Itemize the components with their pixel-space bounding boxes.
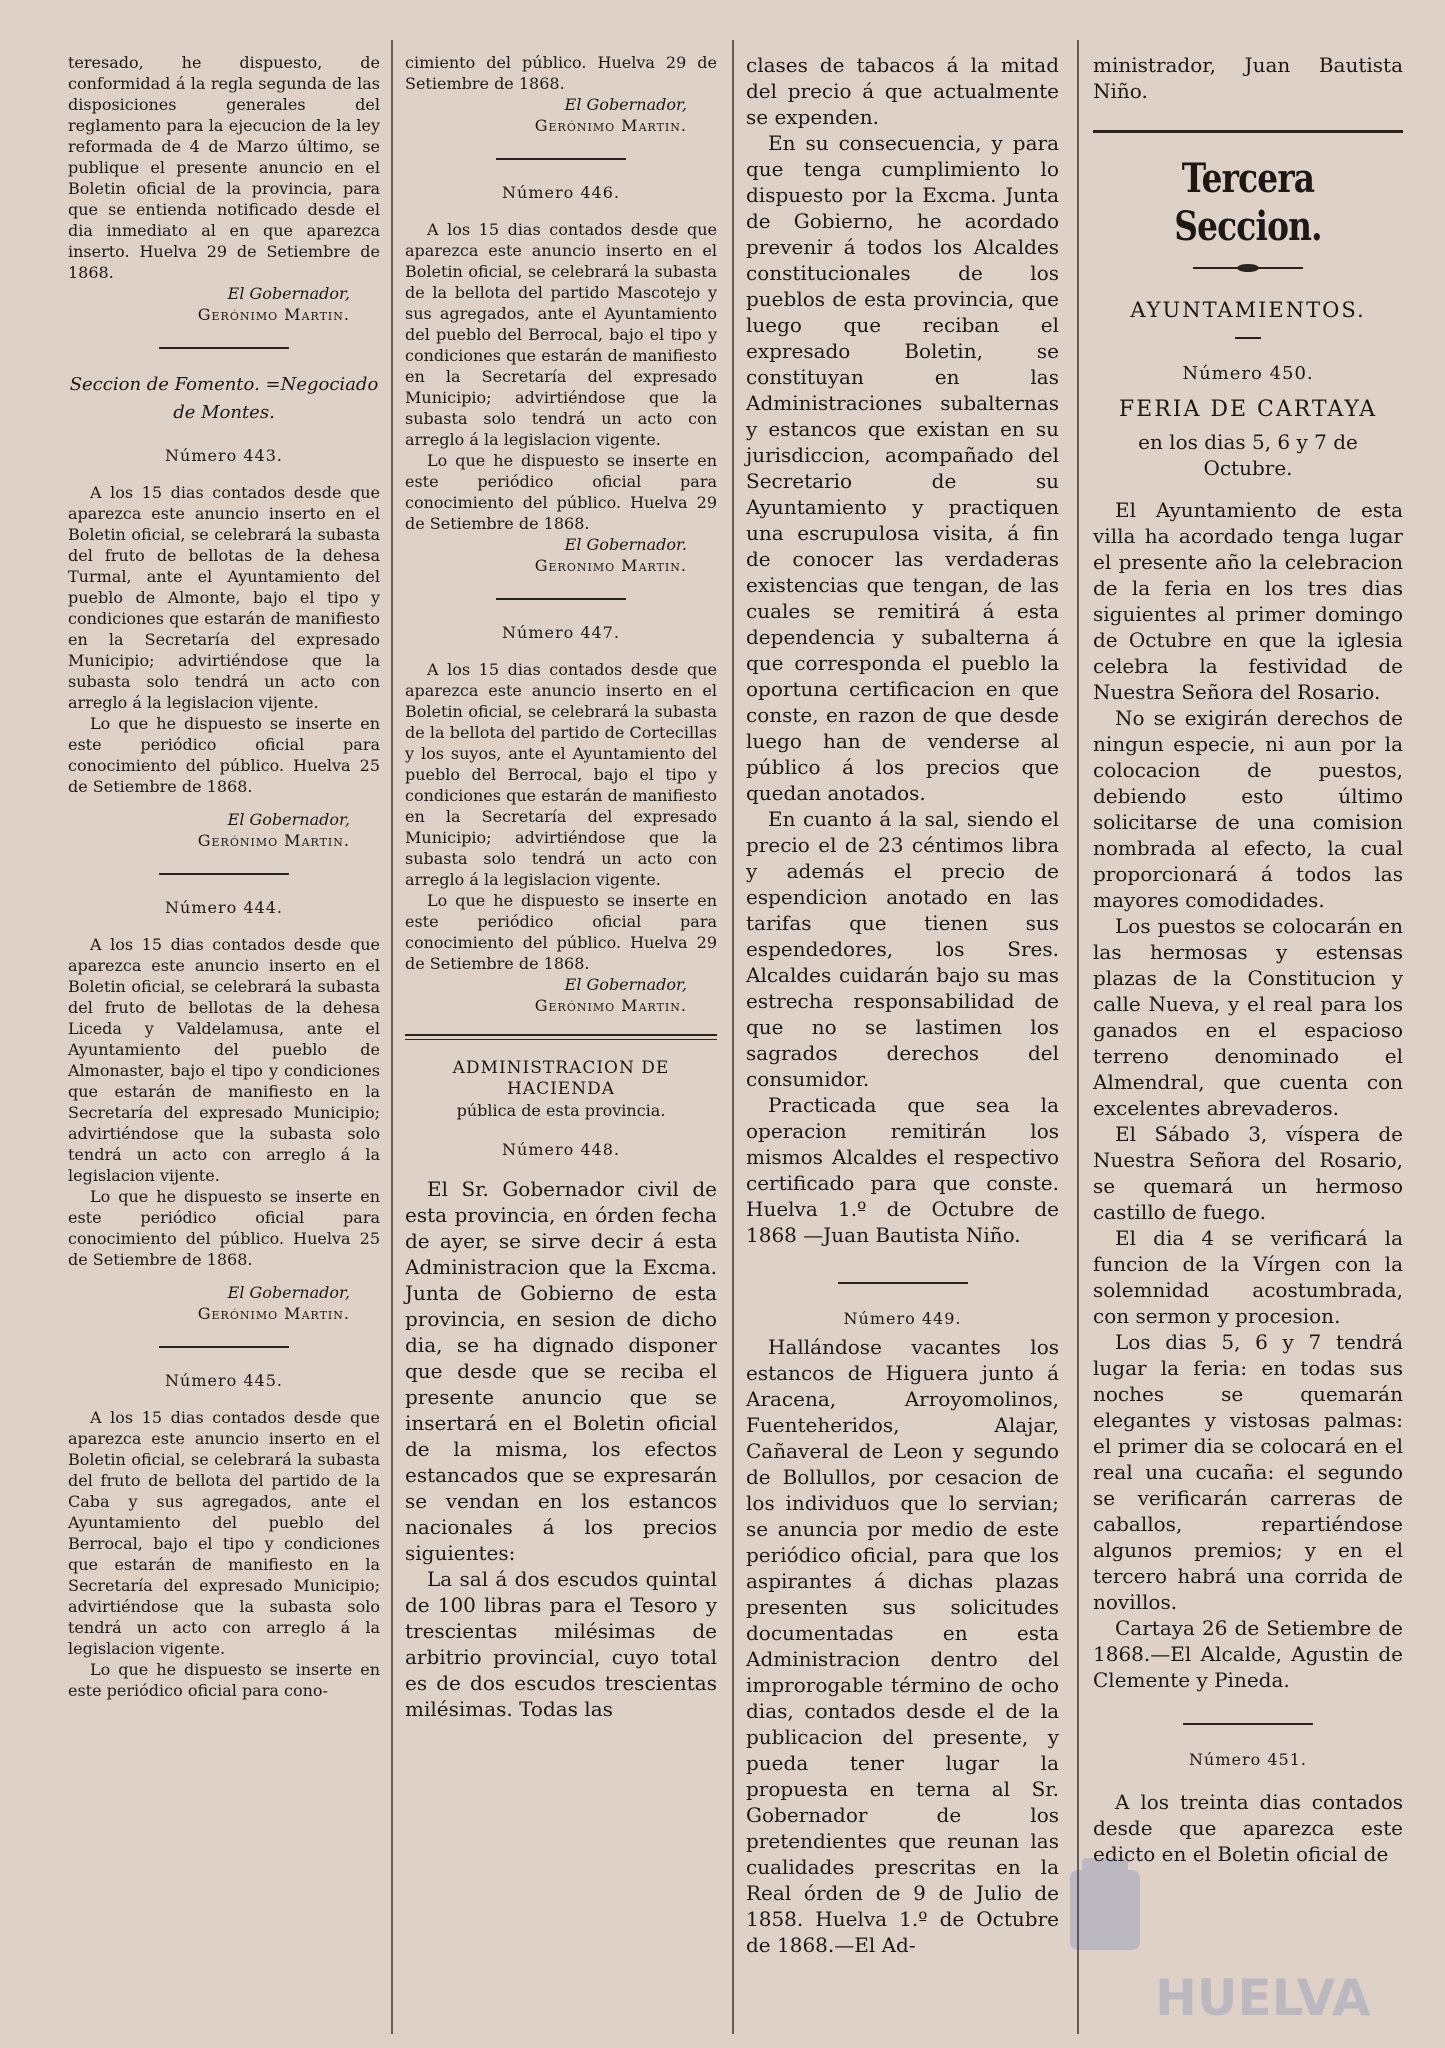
- paragraph: Lo que he dispuesto se inserte en este periódico oficial para conocimiento del público. Huelva 29 de Setiembre de 1868.: [405, 451, 717, 533]
- column-1: [68, 52, 380, 1701]
- separator: [1183, 1723, 1313, 1725]
- signature-name: Gerónimo Martin.: [534, 996, 687, 1015]
- signature: [68, 1282, 350, 1324]
- ornament-rule: [1193, 267, 1303, 269]
- column-rule: [391, 40, 393, 2034]
- paragraph: En cuanto á la sal, siendo el precio el de 23 céntimos libra y además el precio de espendicion anotado en las tarifas que tienen sus espendedores, los Sres. Alcaldes cuidarán bajo su mas estrecha responsabilidad de que no se lastimen los sagrados derechos del consumidor.: [746, 807, 1059, 1091]
- admin-subheading: pública de esta provincia.: [456, 1101, 666, 1120]
- paragraph: Lo que he dispuesto se inserte en este periódico oficial para conocimiento del público. Huelva 29 de Setiembre de 1868.: [405, 891, 717, 973]
- paragraph: A los 15 dias contados desde que aparezca este anuncio inserto en el Boletin oficial, se celebrará la subasta del fruto de bellotas de la dehesa Turmal, ante el Ayuntamiento del pueblo de Almonte, bajo el tipo y condiciones que estarán de manifiesto en la Secretaría del expresado Municipio; advirtiéndose que la subasta solo tendrá un acto con arreglo á la legislacion vijente.: [68, 483, 380, 712]
- double-rule: [405, 1034, 717, 1040]
- separator: [496, 158, 626, 160]
- paragraph: A los treinta dias contados desde que aparezca este edicto en el Boletin oficial de: [1093, 1790, 1403, 1866]
- notice-number: Número 446.: [502, 183, 620, 202]
- paragraph: En su consecuencia, y para que tenga cumplimiento lo dispuesto por la Excma. Junta de Gobierno, he acordado prevenir á todos los Alcaldes constitucionales de los pueblos de esta provincia, que luego que reciban el expresado Boletin, se constituyan en las Administraciones subalternas y estancos que existan en su jurisdiccion, acompañado del Secretario de su Ayuntamiento y practiquen una escrupulosa visita, á fin de conocer las verdaderas existencias que tengan, de las cuales se remitirá á esta dependencia y subalterna á que corresponda el pueblo la oportuna certificacion en que conste, en razon de que desde luego han de venderse al público á los precios que quedan anotados.: [746, 131, 1059, 805]
- signature-title: El Gobernador,: [227, 284, 350, 303]
- signature-name: Gerónimo Martin.: [197, 1304, 350, 1323]
- signature-title: El Gobernador,: [227, 810, 350, 829]
- column-2: [405, 52, 717, 1722]
- separator: [159, 347, 289, 349]
- separator: [159, 873, 289, 875]
- signature-name: Geronimo Martin.: [534, 556, 687, 575]
- paragraph: Cartaya 26 de Setiembre de 1868.—El Alcalde, Agustin de Clemente y Pineda.: [1093, 1616, 1403, 1692]
- paragraph: A los 15 dias contados desde que aparezca este anuncio inserto en el Boletin oficial, se celebrará la subasta del fruto de bellotas de la dehesa Liceda y Valdelamusa, ante el Ayuntamiento del pueblo de Almonaster, bajo el tipo y condiciones que estarán de manifiesto en la Secretaría del expresado Municipio; advirtiéndose que la subasta solo tendrá un acto con arreglo á la legislacion vijente.: [68, 935, 380, 1185]
- column-rule: [1077, 40, 1079, 2034]
- signature: [405, 94, 687, 136]
- signature-title: El Gobernador,: [564, 95, 687, 114]
- separator: [838, 1282, 968, 1284]
- notice-subheading: en los dias 5, 6 y 7 de Octubre.: [1138, 430, 1358, 480]
- paragraph: No se exigirán derechos de ningun especie, ni aun por la colocacion de puestos, debiendo esto último solicitarse de una comision nombrada al efecto, la cual proporcionará á todos las mayores comodidades.: [1093, 706, 1403, 912]
- signature-title: El Gobernador,: [564, 975, 687, 994]
- section-heading: Seccion de Fomento. =Negociado de Montes.: [69, 374, 379, 423]
- signature: [405, 534, 687, 576]
- signature-name: Gerónimo Martin.: [197, 305, 350, 324]
- column-rule: [732, 40, 734, 2034]
- notice-number: Número 448.: [502, 1140, 620, 1159]
- paragraph: ministrador, Juan Bautista Niño.: [1093, 53, 1403, 103]
- paragraph: El Sr. Gobernador civil de esta provincia, en órden fecha de ayer, se sirve decir á esta Administracion que la Excma. Junta de Gobierno de esta provincia, en sesion de dicho dia, se ha dignado disponer que desde que se reciba el presente anuncio que se insertará en el Boletin oficial de la misma, los efectos estancados que se expresarán se vendan en los estancos nacionales á los precios siguientes:: [405, 1177, 717, 1565]
- separator: [496, 598, 626, 600]
- paragraph: teresado, he dispuesto, de conformidad á la regla segunda de las disposiciones generales del reglamento para la ejecucion de la ley reformada de 4 de Marzo último, se publique el presente anuncio en el Boletin oficial de la provincia, para que se entienda notificado desde el dia inmediato al en que aparezca inserto. Huelva 29 de Setiembre de 1868.: [68, 53, 380, 282]
- column-4: [1093, 52, 1403, 1867]
- separator: [159, 1346, 289, 1348]
- paragraph: El Sábado 3, víspera de Nuestra Señora del Rosario, se quemará un hermoso castillo de fuego.: [1093, 1122, 1403, 1224]
- signature: [405, 974, 687, 1016]
- signature-name: Gerónimo Martin.: [534, 116, 687, 135]
- notice-number: Número 449.: [843, 1309, 962, 1328]
- paragraph: A los 15 dias contados desde que aparezca este anuncio inserto en el Boletin oficial, se celebrará la subasta de la bellota del partido Mascotejo y sus agregados, ante el Ayuntamiento del pueblo del Berrocal, bajo el tipo y condiciones que estarán de manifiesto en la Secretaría del expresado Municipio; advirtiéndose que la subasta solo tendrá un acto con arreglo á la legislacion vigente.: [405, 220, 717, 449]
- section-subheading: AYUNTAMIENTOS.: [1130, 298, 1366, 322]
- notice-number: Número 451.: [1189, 1750, 1307, 1769]
- paragraph: Lo que he dispuesto se inserte en este periódico oficial para cono-: [68, 1660, 380, 1700]
- paragraph: Hallándose vacantes los estancos de Higuera junto á Aracena, Arroyomolinos, Fuenteheridos, Alajar, Cañaveral de Leon y segundo de Bollullos, por cesacion de los individuos que lo servian; se anuncia por medio de este periódico oficial, para que los aspirantes á dichas plazas presenten sus solicitudes documentadas en esta Administracion dentro del improrogable término de ocho dias, contados desde el de la publicacion del presente, y pueda tener lugar la propuesta en terna al Sr. Gobernador de los pretendientes que reunan las cualidades prescritas en la Real órden de 9 de Julio de 1858. Huelva 1.º de Octubre de 1868.—El Ad-: [746, 1335, 1059, 1957]
- watermark-text: HUELVA: [1155, 1969, 1371, 2027]
- paragraph: cimiento del público. Huelva 29 de Setiembre de 1868.: [405, 53, 717, 93]
- thick-rule: [1093, 130, 1403, 133]
- paragraph: Lo que he dispuesto se inserte en este periódico oficial para conocimiento del público. Huelva 25 de Setiembre de 1868.: [68, 714, 380, 796]
- paragraph: La sal á dos escudos quintal de 100 libras para el Tesoro y trescientas milésimas de arbitrio provincial, cuyo total es de dos escudos trescientas milésimas. Todas las: [405, 1567, 717, 1721]
- paragraph: Los puestos se colocarán en las hermosas y estensas plazas de la Constitucion y calle Nueva, y el real para los ganados en el espacioso terreno denominado el Almendral, que cuenta con excelentes abrevaderos.: [1093, 914, 1403, 1120]
- notice-number: Número 443.: [165, 446, 283, 465]
- signature-name: Gerónimo Martin.: [197, 831, 350, 850]
- signature-title: El Gobernador,: [227, 1283, 350, 1302]
- notice-number: Número 447.: [502, 623, 620, 642]
- notice-heading: FERIA DE CARTAYA: [1118, 397, 1378, 422]
- watermark-logo: [1060, 1850, 1400, 2040]
- paragraph: clases de tabacos á la mitad del precio á que actualmente se expenden.: [746, 53, 1059, 129]
- paragraph: El Ayuntamiento de esta villa ha acordado tenga lugar el presente año la celebracion de la feria en los tres dias siguientes al primer domingo de Octubre en que la iglesia celebra la festividad de Nuestra Señora del Rosario.: [1093, 498, 1403, 704]
- paragraph: El dia 4 se verificará la funcion de la Vírgen con la solemnidad acostumbrada, con sermon y procesion.: [1093, 1226, 1403, 1328]
- notice-number: Número 445.: [165, 1371, 283, 1390]
- separator: [1235, 337, 1261, 339]
- signature: [68, 283, 350, 325]
- paragraph: Lo que he dispuesto se inserte en este periódico oficial para conocimiento del público. Huelva 25 de Setiembre de 1868.: [68, 1187, 380, 1269]
- column-3: [746, 52, 1059, 1958]
- notice-number: Número 444.: [165, 898, 283, 917]
- paragraph: A los 15 dias contados desde que aparezca este anuncio inserto en el Boletin oficial, se celebrará la subasta del fruto de bellota del partido de la Caba y sus agregados, ante el Ayuntamiento del pueblo del Berrocal, bajo el tipo y condiciones que estarán de manifiesto en la Secretaría del expresado Municipio; advirtiéndose que la subasta solo tendrá un acto con arreglo á la legislacion vigente.: [68, 1408, 380, 1658]
- admin-heading: ADMINISTRACION DE HACIENDA: [452, 1058, 670, 1099]
- section-title: Tercera Seccion.: [1174, 155, 1322, 250]
- paragraph: A los 15 dias contados desde que aparezca este anuncio inserto en el Boletin oficial, se celebrará la subasta de la bellota del partido de Cortecillas y los suyos, ante el Ayuntamiento del pueblo del Berrocal, bajo el tipo y condiciones que estarán de manifiesto en la Secretaría del expresado Municipio; advirtiéndose que la subasta solo tendrá un acto con arreglo á la legislacion vigente.: [405, 660, 717, 889]
- paragraph: Los dias 5, 6 y 7 tendrá lugar la feria: en todas sus noches se quemarán elegantes y vistosas palmas: el primer dia se colocará en el real una cucaña: el segundo se verificarán carreras de caballos, repartiéndose algunos premios; y en el tercero habrá una corrida de novillos.: [1093, 1330, 1403, 1614]
- notice-number: Número 450.: [1182, 363, 1314, 384]
- signature-title: El Gobernador.: [564, 535, 687, 554]
- signature: [68, 809, 350, 851]
- paragraph: Practicada que sea la operacion remitirán los mismos Alcaldes el respectivo certificado para que conste. Huelva 1.º de Octubre de 1868 —Juan Bautista Niño.: [746, 1093, 1059, 1247]
